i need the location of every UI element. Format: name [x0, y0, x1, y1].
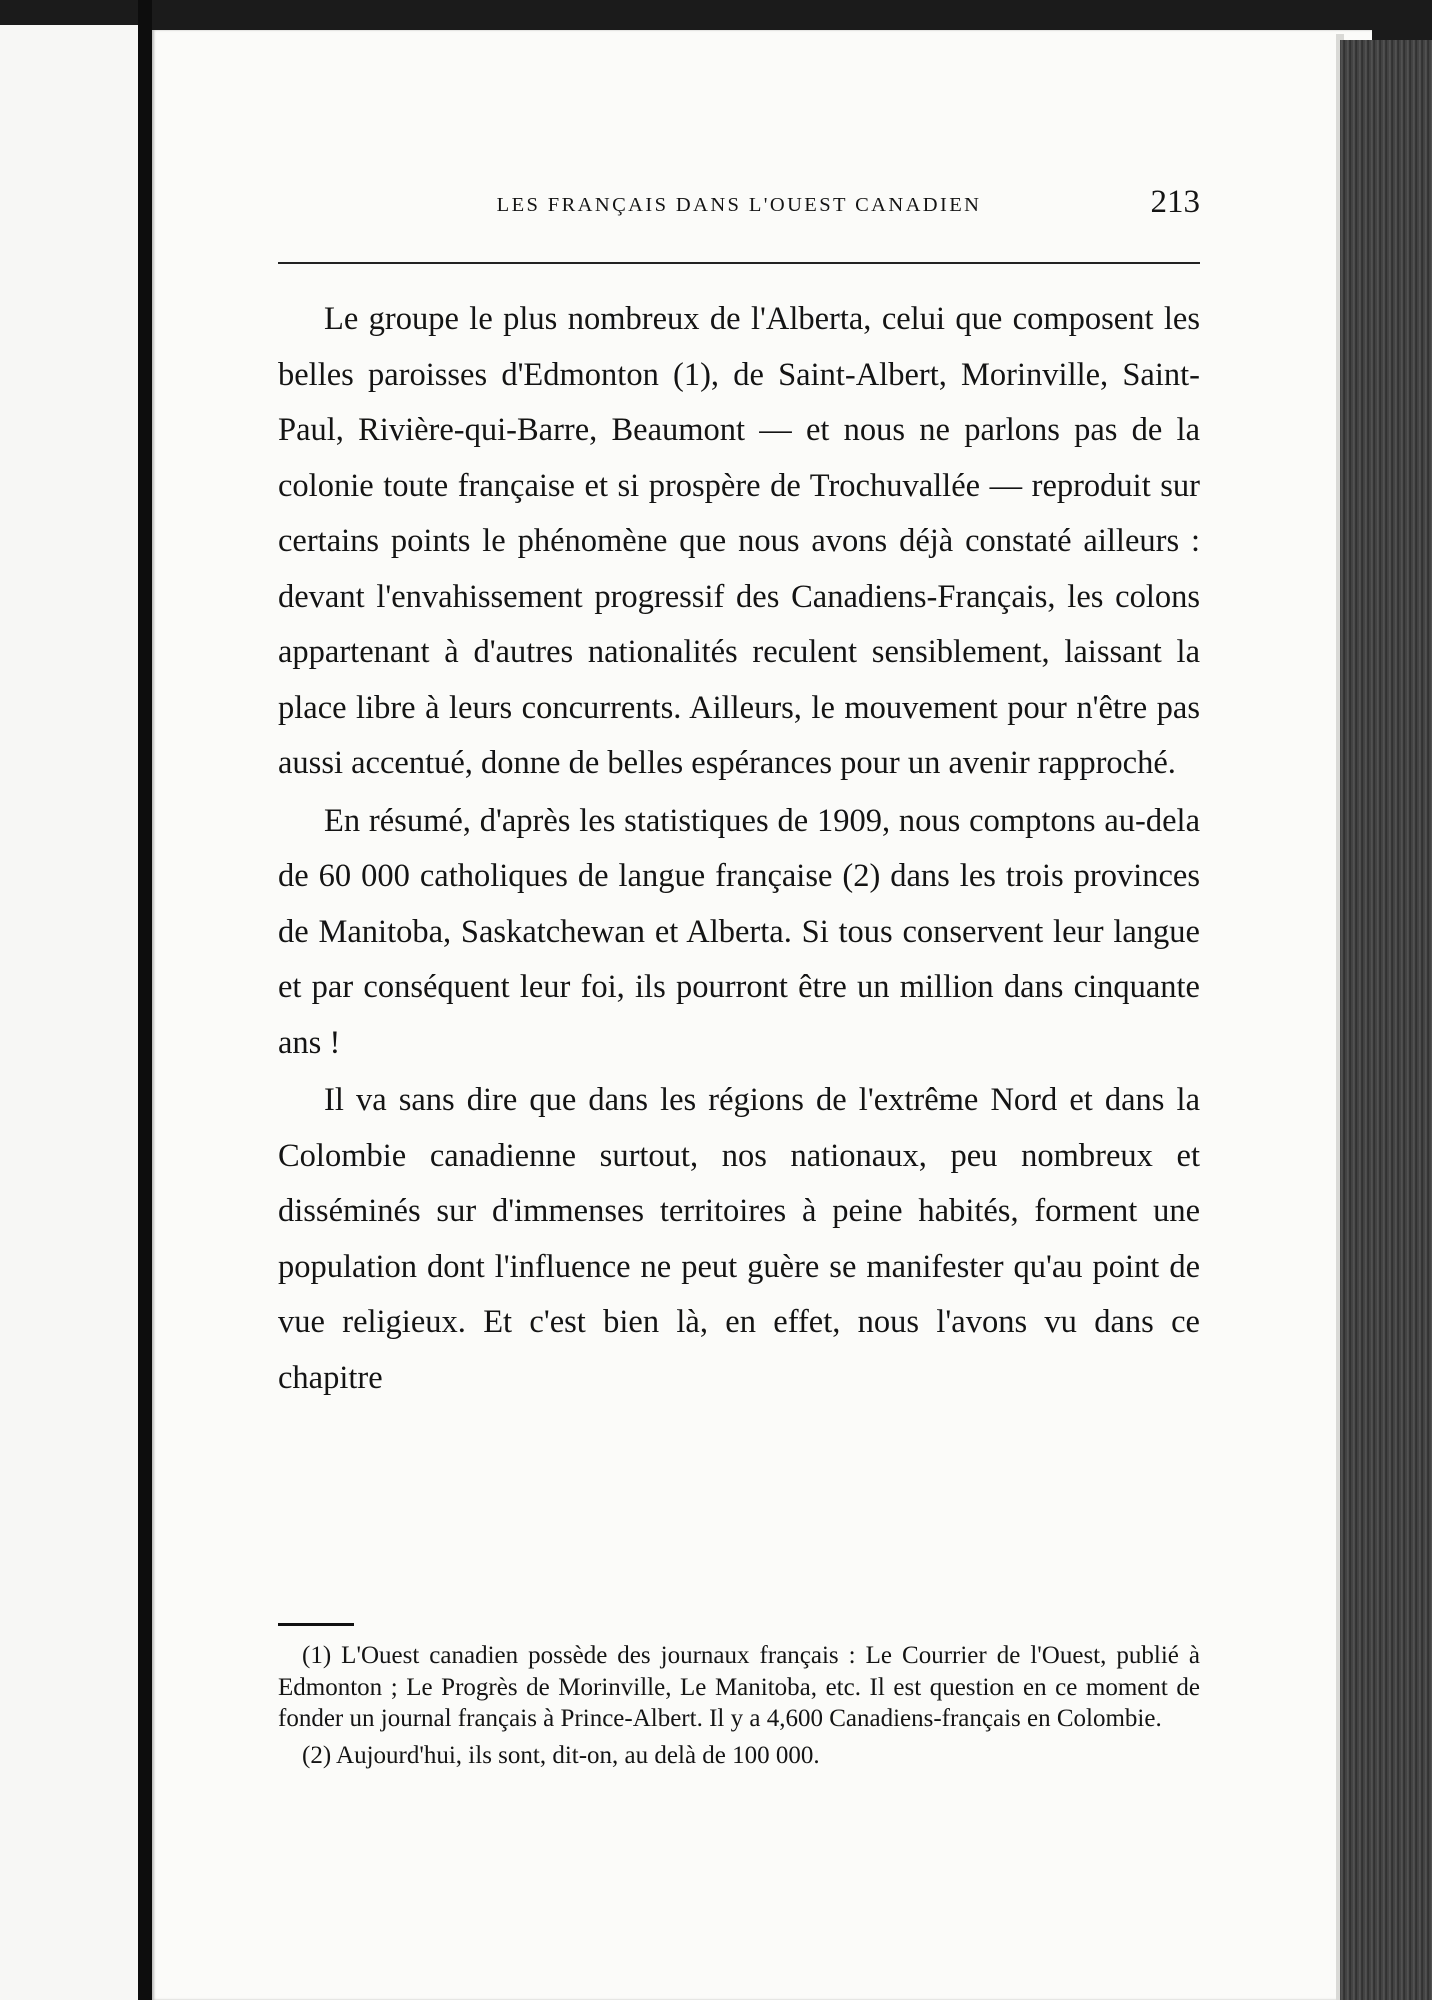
paragraph: En résumé, d'après les statistiques de 1909, nous comptons au-dela de 60 000 catholiques de langue française (2) dans les trois provinces de Manitoba, Saskatchewan et Alberta. Si tous conservent leur langue et par conséquent leur foi, ils pourront être un million dans cinquante ans !	[278, 802, 1200, 1061]
body-text	[278, 292, 1200, 1408]
paragraph: Il va sans dire que dans les régions de l'extrême Nord et dans la Colombie canadienne surtout, nos nationaux, peu nombreux et disséminés sur d'immenses territoires à peine habités, forment une population dont l'influence ne peut guère se manifester qu'au point de vue religieux. Et c'est bien là, en effet, nous l'avons vu dans ce chapitre	[278, 1082, 1200, 1396]
footnote-rule	[278, 1623, 354, 1626]
stacked-page-edges	[1340, 40, 1432, 2000]
footnote: (1) L'Ouest canadien possède des journaux français : Le Courrier de l'Ouest, publié à Edmonton ; Le Progrès de Morinville, Le Manitoba, etc. Il est question en ce moment de fonder un journal français à Prince-Albert. Il y a 4,600 Canadiens-français en Colombie.	[278, 1642, 1200, 1732]
running-head	[278, 180, 1200, 240]
page-text-block	[278, 180, 1200, 1769]
footnote: (2) Aujourd'hui, ils sont, dit-on, au delà de 100 000.	[302, 1741, 820, 1769]
header-rule	[278, 262, 1200, 264]
page-number: 213	[1150, 184, 1200, 220]
running-title: LES FRANÇAIS DANS L'OUEST CANADIEN	[496, 194, 982, 216]
book-gutter	[138, 0, 152, 2000]
previous-page-edge	[0, 25, 140, 2000]
paragraph: Le groupe le plus nombreux de l'Alberta, celui que composent les belles paroisses d'Edmonton (1), de Saint-Albert, Morinville, Saint-Paul, Rivière-qui-Barre, Beaumont — et nous ne parlons pas de la colonie toute française et si prospère de Trochuvallée — reproduit sur certains points le phénomène que nous avons déjà constaté ailleurs : devant l'envahissement progressif des Canadiens-Français, les colons appartenant à d'autres nationalités reculent sensiblement, laissant la place libre à leurs concurrents. Ailleurs, le mouvement pour n'être pas aussi accentué, donne de belles espérances pour un avenir rapproché.	[278, 301, 1200, 781]
footnotes	[278, 1640, 1200, 1776]
